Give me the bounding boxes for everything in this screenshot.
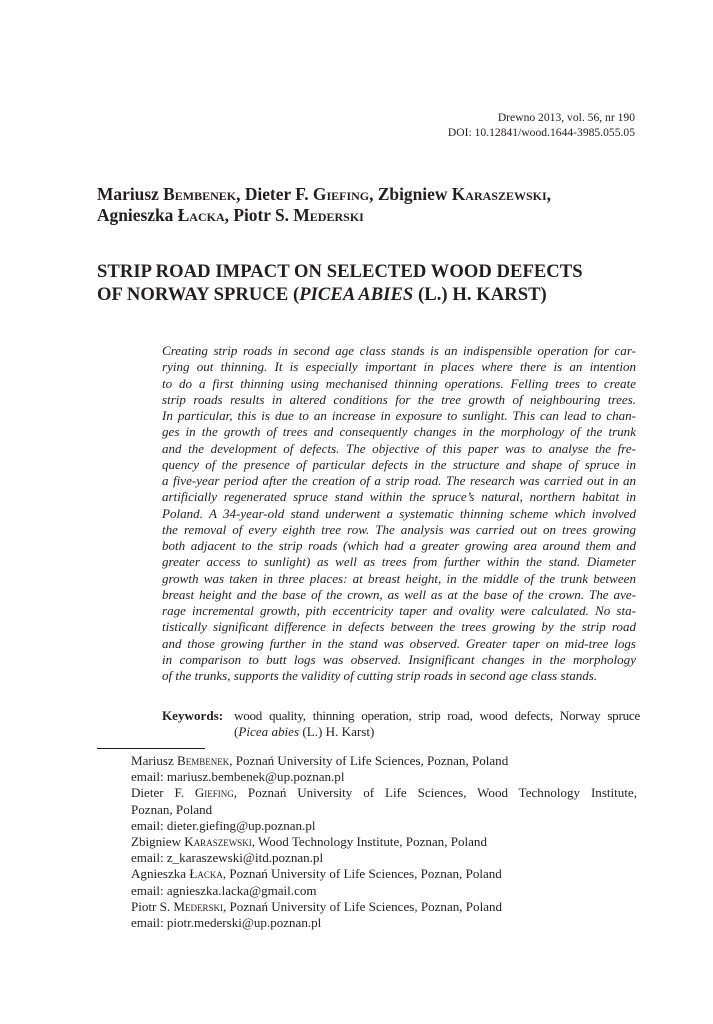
author-4-first: Agnieszka	[97, 205, 178, 225]
affiliation-email: email: agnieszka.lacka@gmail.com	[131, 882, 317, 898]
affiliation-last-name: Łacka	[189, 866, 223, 882]
abstract-line: to do a first thinning using mechanised thinning operations. Felling trees to create	[162, 375, 636, 391]
affiliation-last-name: Mederski	[173, 898, 224, 914]
title-species-italic: PICEA ABIES	[299, 284, 414, 305]
author-2-last: Giefing	[312, 184, 370, 204]
abstract-line: in comparison to butt logs was observed. Insignificant changes in the morphology	[162, 651, 636, 667]
abstract-line: tistically significant difference in defects between the trees growing by the strip road	[162, 619, 636, 635]
journal-citation: Drewno 2013, vol. 56, nr 190	[497, 111, 635, 124]
author-line-1-end: ,	[546, 184, 551, 204]
affiliation-institution: , Poznań University of Life Sciences, Poznan, Poland	[222, 866, 502, 882]
journal-doi: DOI: 10.12841/wood.1644-3985.055.05	[447, 126, 635, 139]
abstract-line: breast height and the base of the crown, as well as at the base of the crown. The ave-	[162, 586, 636, 602]
affiliation-first-name: Piotr S.	[131, 898, 174, 914]
affiliation-institution: , Poznań University of Life Sciences, Wood Technology Institute,	[233, 785, 637, 801]
abstract-line: rying out thinning. It is especially important in places where there is an intention	[162, 359, 636, 375]
abstract-line: and those growing further in the stand was observed. Greater taper on mid-tree logs	[162, 635, 636, 651]
author-3-last: Karaszewski	[451, 184, 547, 204]
affiliation-author	[131, 834, 637, 850]
affiliation-institution: , Wood Technology Institute, Poznan, Poland	[251, 834, 487, 850]
abstract-line: ges in the growth of trees and consequently changes in the morphology of the trunk	[162, 424, 636, 440]
affiliation-author	[131, 899, 637, 915]
author-5-first: , Piotr S.	[224, 205, 294, 225]
journal-header	[448, 110, 635, 140]
keywords	[162, 708, 640, 741]
author-1-first: Mariusz	[97, 184, 164, 204]
keywords-list: wood quality, thinning operation, strip road, wood defects, Norway spruce	[234, 708, 640, 723]
affiliation-institution: , Poznań University of Life Sciences, Poznan, Poland	[223, 898, 503, 914]
affiliation-first-name: Zbigniew	[131, 834, 185, 850]
author-4-last: Łacka	[177, 205, 225, 225]
abstract-line: and the development of defects. The objective of this paper was to analyse the fre-	[162, 440, 636, 456]
abstract-line: rage incremental growth, pith eccentricity taper and ovality were calculated. No sta-	[162, 603, 636, 618]
keywords-open-paren: (	[234, 724, 239, 740]
affiliation-institution: , Poznań University of Life Sciences, Poznan, Poland	[229, 753, 509, 768]
abstract-line: quency of the presence of particular defects in the structure and shape of spruce in	[162, 456, 636, 472]
affiliation-email: email: mariusz.bembenek@up.poznan.pl	[131, 769, 345, 785]
affiliation-author	[131, 753, 637, 769]
abstract-line: growth was taken in three places: at breast height, in the middle of the trunk between	[162, 570, 636, 586]
keywords-row-1	[162, 708, 640, 724]
affiliation-last-name: Karaszewski	[184, 834, 252, 850]
abstract-line: In particular, this is due to an increase in exposure to sunlight. This can lead to chan-	[162, 408, 636, 423]
paper-title	[97, 260, 657, 306]
keywords-species-rest: (L.) H. Karst)	[299, 724, 375, 740]
abstract-line: Poland. A 34-year-old stand underwent a systematic thinning scheme which involved	[162, 505, 636, 521]
footnote-rule	[97, 748, 205, 749]
author-2-first: , Dieter F.	[236, 184, 313, 204]
abstract-line: greater access to sunlight) as well as trees from further within the stand. Diameter	[162, 554, 636, 570]
abstract-line: a five-year period after the creation of a strip road. The research was carried out in an	[162, 473, 636, 488]
affiliation-last-name: Bembenek	[177, 753, 230, 768]
abstract-line: the removal of every eighth tree row. The analysis was carried out on trees growing	[162, 521, 636, 537]
abstract-line: strip roads results in altered conditions for the tree growth of neighbouring trees.	[162, 391, 636, 407]
keywords-species-italic: Picea abies	[238, 724, 300, 740]
keywords-row-2	[162, 724, 640, 740]
affiliation-author	[131, 785, 637, 801]
abstract-line: Creating strip roads in second age class stands is an indispensible operation for car-	[162, 343, 636, 358]
affiliation-email: email: z_karaszewski@itd.poznan.pl	[131, 850, 324, 866]
author-line-2	[97, 205, 657, 226]
affiliation-first-name: Dieter F.	[131, 785, 195, 801]
abstract-line: of the trunks, supports the validity of cutting strip roads in second age class stands.	[162, 668, 598, 683]
title-line-2-c: (L.) H. KARST)	[413, 284, 547, 305]
author-1-last: Bembenek	[163, 184, 237, 204]
title-line-2-a: OF NORWAY SPRUCE (	[97, 284, 300, 305]
title-line-1: STRIP ROAD IMPACT ON SELECTED WOOD DEFECTS	[97, 261, 583, 282]
abstract-line: both adjacent to the strip roads (which had a greater growing area around them and	[162, 538, 636, 553]
affiliation-first-name: Mariusz	[131, 753, 178, 768]
abstract	[162, 343, 636, 684]
author-3-first: , Zbigniew	[369, 184, 452, 204]
affiliation-last-name: Giefing	[194, 785, 234, 801]
author-line-1	[97, 184, 657, 205]
affiliation-email: email: piotr.mederski@up.poznan.pl	[131, 915, 322, 931]
affiliation-first-name: Agnieszka	[131, 866, 190, 882]
author-list	[97, 184, 657, 226]
affiliation-author	[131, 866, 637, 882]
affiliation-email: email: dieter.giefing@up.poznan.pl	[131, 817, 316, 833]
title-line-2	[97, 283, 657, 306]
affiliation-line: Poznan, Poland	[131, 801, 213, 817]
abstract-line: artificially regenerated spruce stand within the spruce’s natural, northern habitat in	[162, 489, 636, 505]
affiliations	[131, 753, 637, 931]
author-5-last: Mederski	[293, 205, 364, 225]
keywords-label: Keywords:	[162, 708, 224, 723]
